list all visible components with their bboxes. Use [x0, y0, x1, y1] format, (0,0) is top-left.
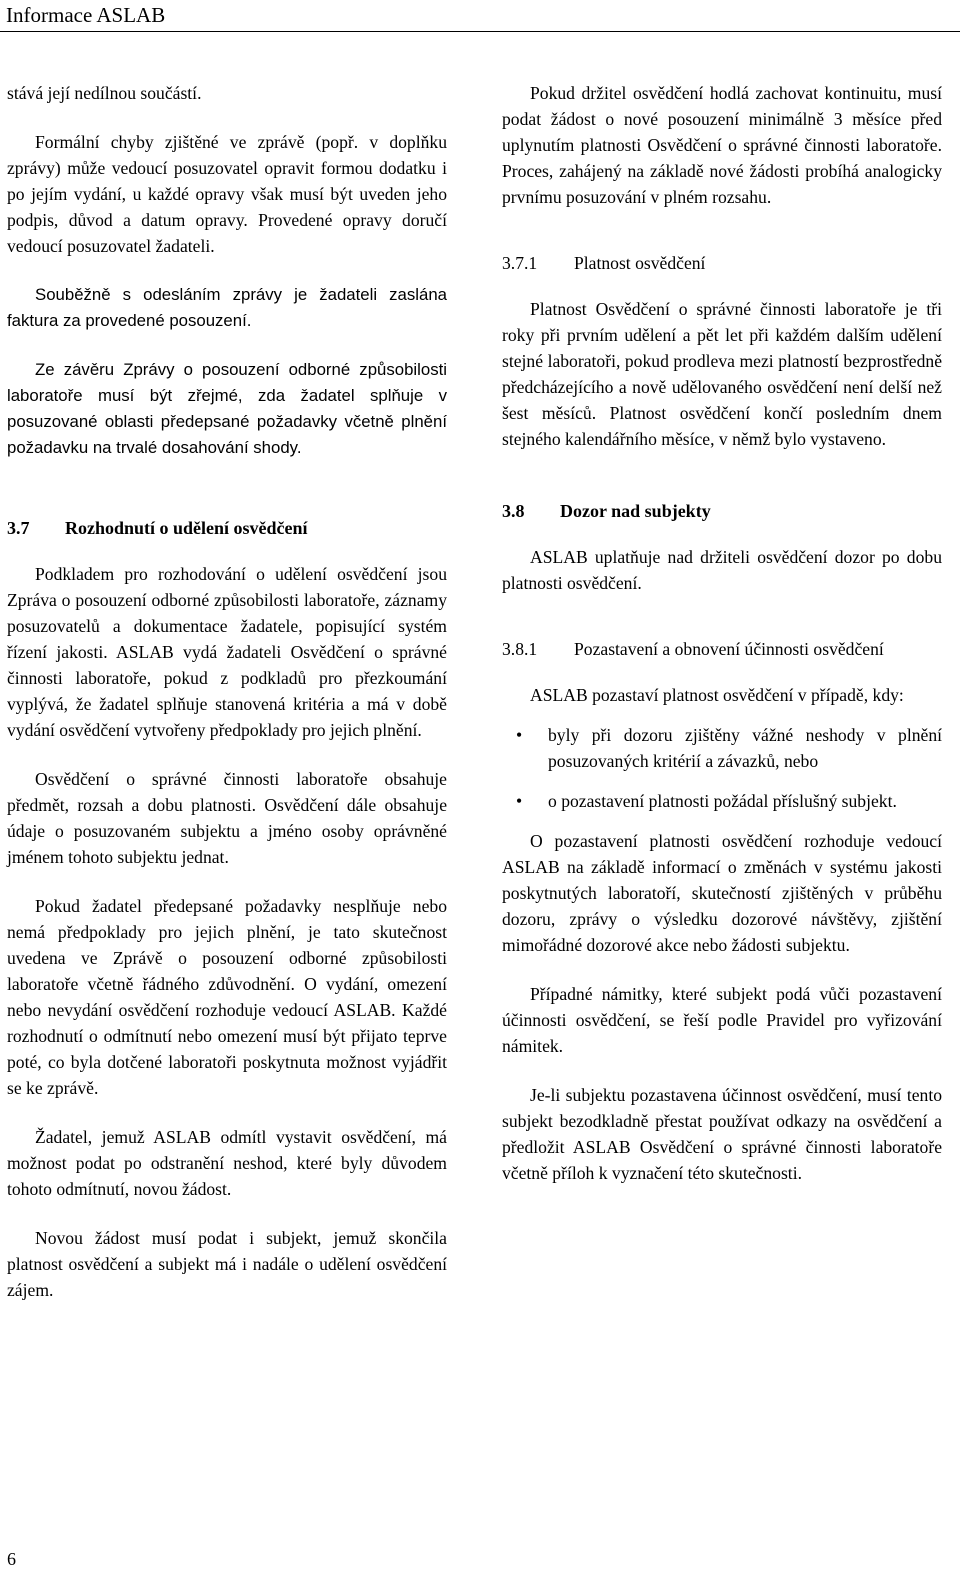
subsection-heading-3-7-1 — [502, 250, 942, 276]
paragraph: Ze závěru Zprávy o posouzení odborné způsobilosti laboratoře musí být zřejmé, zda žadatel splňuje v posuzované oblasti předepsané požadavky včetně plnění požadavku na trvalé dosahování shody. — [7, 360, 447, 457]
paragraph: Souběžně s odesláním zprávy je žadateli zaslána faktura za provedené posouzení. — [7, 285, 447, 330]
section-heading-3-8 — [502, 498, 942, 524]
header-title: Informace ASLAB — [6, 3, 166, 27]
subsection-number: 3.8.1 — [502, 639, 538, 659]
paragraph: Formální chyby zjištěné ve zprávě (popř. v doplňku zprávy) může vedoucí posuzovatel opravit formou dodatku i po jejím vydání, u každé opravy však musí být uveden jeho podpis, důvod a datum opravy. Provedené opravy doručí vedoucí posuzovatel žadateli. — [7, 132, 447, 256]
running-header — [0, 0, 960, 32]
bullet-icon: • — [516, 725, 523, 745]
paragraph: Žadatel, jemuž ASLAB odmítl vystavit osvědčení, má možnost podat po odstranění neshod, které byly důvodem tohoto odmítnutí, novou žádost. — [7, 1127, 447, 1199]
bullet-icon: • — [516, 791, 523, 811]
right-column — [502, 80, 942, 1209]
left-column — [7, 80, 447, 1326]
page-number: 6 — [7, 1549, 16, 1569]
section-heading-3-7 — [7, 515, 447, 541]
section-number: 3.7 — [7, 518, 30, 538]
section-title: Dozor nad subjekty — [560, 501, 711, 521]
list-item-text: byly při dozoru zjištěny vážné neshody v plnění posuzovaných kritérií a závazků, nebo — [548, 725, 942, 771]
paragraph: Osvědčení o správné činnosti laboratoře obsahuje předmět, rozsah a dobu platnosti. Osvědčení dále obsahuje údaje o posuzovaném subjektu a jméno osoby oprávněné jménem tohoto subjektu jednat. — [7, 769, 447, 867]
paragraph: Pokud držitel osvědčení hodlá zachovat kontinuitu, musí podat žádost o nové posouzení minimálně 3 měsíce před uplynutím platnosti Osvědčení o správné činnosti laboratoře. Proces, zahájený na základě nové žádosti probíhá analogicky prvnímu posuzování v plném rozsahu. — [502, 83, 942, 207]
section-title: Rozhodnutí o udělení osvědčení — [65, 518, 308, 538]
paragraph: Novou žádost musí podat i subjekt, jemuž skončila platnost osvědčení a subjekt má i nadále o udělení osvědčení zájem. — [7, 1228, 447, 1300]
list-item — [502, 722, 942, 774]
section-number: 3.8 — [502, 501, 525, 521]
subsection-title: Pozastavení a obnovení účinnosti osvědčení — [574, 639, 884, 659]
paragraph: Je-li subjektu pozastavena účinnost osvědčení, musí tento subjekt bezodkladně přestat používat odkazy na osvědčení a předložit ASLAB Osvědčení o správné činnosti laboratoře včetně příloh k vyznačení této skutečnosti. — [502, 1085, 942, 1183]
list-item-text: o pozastavení platnosti požádal příslušný subjekt. — [548, 791, 897, 811]
paragraph: stává její nedílnou součástí. — [7, 83, 202, 103]
subsection-heading-3-8-1 — [502, 636, 942, 662]
paragraph: Platnost Osvědčení o správné činnosti laboratoře je tři roky při prvním udělení a pět let při každém dalším udělení stejné laboratoři, pokud prodleva mezi platností bezprostředně předcházejícího a nově udělovaného osvědčení není delší než šest měsíců. Platnost osvědčení končí posledním dnem stejného kalendářního měsíce, v němž bylo vystaveno. — [502, 299, 942, 449]
paragraph: Podkladem pro rozhodování o udělení osvědčení jsou Zpráva o posouzení odborné způsobilosti laboratoře, záznamy posuzovatelů a dokumentace žadatele, popisující systém řízení jakosti. ASLAB vydá žadateli Osvědčení o správné činnosti laboratoře, pokud z podkladů pro přezkoumání vyplývá, že žadatel splňuje stanovená kritéria a má v době vydání osvědčení vytvořeny předpoklady pro jejich plnění. — [7, 564, 447, 740]
paragraph: O pozastavení platnosti osvědčení rozhoduje vedoucí ASLAB na základě informací o změnách v systému jakosti poskytnutých laboratoří, skutečností zjištěných v průběhu dozoru, zprávy o výsledku dozorové návštěvy, zjištění mimořádné dozorové akce nebo žádosti subjektu. — [502, 831, 942, 955]
paragraph: Případné námitky, které subjekt podá vůči pozastavení účinnosti osvědčení, se řeší podle Pravidel pro vyřizování námitek. — [502, 984, 942, 1056]
paragraph: ASLAB uplatňuje nad držiteli osvědčení dozor po dobu platnosti osvědčení. — [502, 547, 942, 593]
subsection-number: 3.7.1 — [502, 253, 538, 273]
subsection-title: Platnost osvědčení — [574, 253, 706, 273]
list-item — [502, 788, 942, 814]
paragraph: Pokud žadatel předepsané požadavky nesplňuje nebo nemá předpoklady pro jejich plnění, je tato skutečnost uvedena ve Zprávě o posouzení odborné způsobilosti laboratoře včetně řádného zdůvodnění. O vydání, omezení nebo nevydání osvědčení rozhoduje vedoucí ASLAB. Každé rozhodnutí o odmítnutí nebo omezení musí být přijato teprve poté, co byla dotčené laboratoři poskytnuta možnost vyjádřit se ke zprávě. — [7, 896, 447, 1098]
bullet-list — [502, 722, 942, 814]
paragraph: ASLAB pozastaví platnost osvědčení v případě, kdy: — [530, 685, 904, 705]
